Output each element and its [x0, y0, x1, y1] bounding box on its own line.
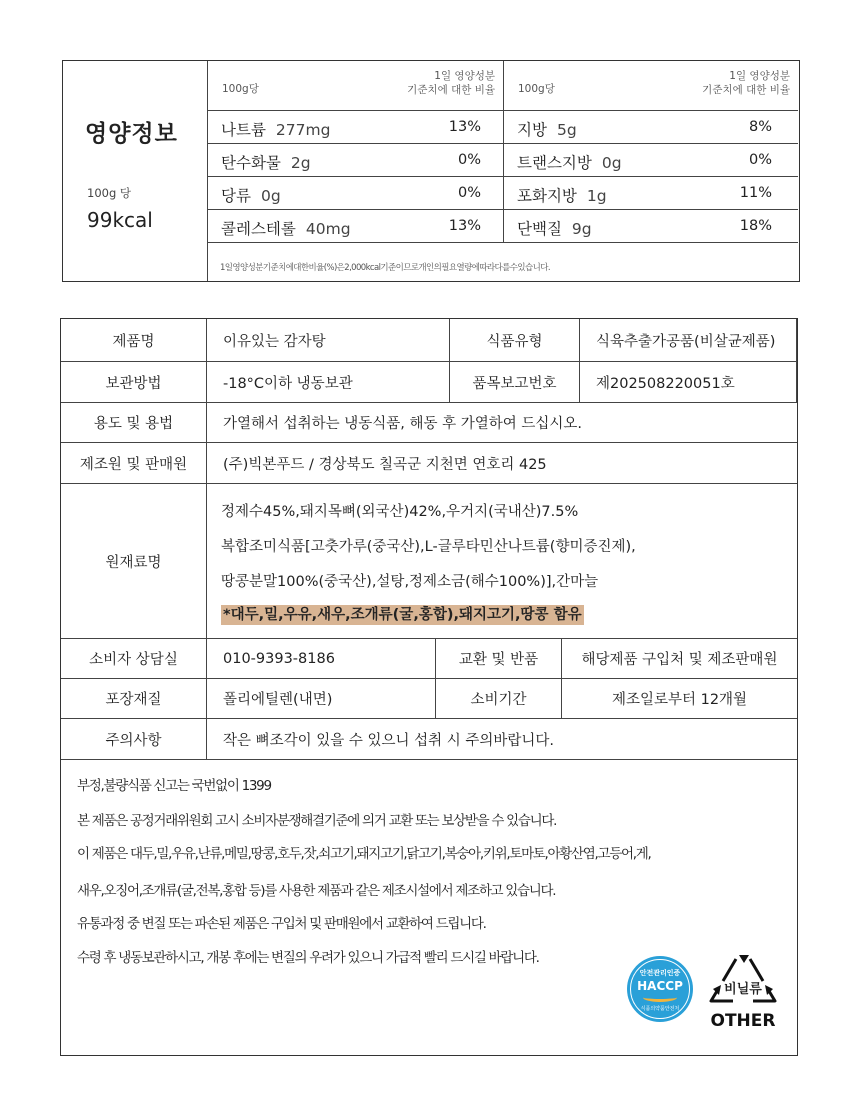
- nutrient-name: 트랜스지방: [517, 154, 592, 172]
- nutrient-name: 지방: [517, 121, 547, 139]
- usage-value: 가열해서 섭취하는 냉동식품, 해동 후 가열하여 드십시오.: [207, 403, 797, 443]
- col-ratio-line1: 1일 영양성분: [434, 70, 495, 82]
- nutrient-row: [504, 210, 798, 243]
- col-per-label: 100g당: [222, 83, 259, 95]
- notice-line: 본 제품은 공정거래위원회 고시 소비자분쟁해결기준에 의거 교환 또는 보상받을 수 있습니다.: [77, 813, 557, 829]
- col-per-label: 100g당: [518, 83, 555, 95]
- expiry-value: 제조일로부터 12개월: [562, 679, 797, 719]
- haccp-certification-badge: [627, 956, 693, 1022]
- ingredients-block: [207, 484, 797, 639]
- ingredients-line: 정제수45%,돼지목뼈(외국산)42%,우거지(국내산)7.5%: [221, 504, 579, 520]
- exchange-value: 해당제품 구입처 및 제조판매원: [562, 639, 797, 679]
- nutrient-amount: 5g: [556, 121, 577, 139]
- col-ratio-label: [702, 69, 790, 97]
- nutrient-row: [504, 177, 798, 210]
- nutrition-header-left: [208, 61, 504, 111]
- nutrient-name: 콜레스테롤: [221, 220, 296, 238]
- col-ratio-label: [407, 69, 495, 97]
- notice-line: 유통과정 중 변질 또는 파손된 제품은 구입처 및 판매원에서 교환하여 드립니다.: [77, 916, 486, 932]
- nutrient-percent: 18%: [739, 218, 772, 234]
- product-name-value: 이유있는 감자탕: [207, 319, 450, 362]
- product-name-label: 제품명: [61, 319, 207, 362]
- nutrition-facts-box: [62, 60, 800, 282]
- ingredients-line: 복합조미식품[고춧가루(중국산),L-글루타민산나트륨(향미증진제),: [221, 539, 636, 555]
- haccp-swoosh-icon: [643, 993, 677, 1002]
- notice-line: 부정,불량식품 신고는 국번없이 1399: [77, 778, 271, 794]
- manufacturer-label: 제조원 및 판매원: [61, 443, 207, 484]
- storage-label: 보관방법: [61, 362, 207, 403]
- haccp-top-text: 안전관리인증: [639, 969, 681, 977]
- nutrient-amount: 0g: [260, 187, 281, 205]
- nutrient-amount: 277mg: [275, 121, 331, 139]
- allergen-warning: *대두,밀,우유,새우,조개류(굴,홍합),돼지고기,땅콩 함유: [223, 607, 582, 623]
- recycle-material: 비닐류: [724, 982, 762, 997]
- caution-label: 주의사항: [61, 719, 207, 760]
- notice-line: 새우,오징어,조개류(굴,전복,홍합 등)를 사용한 제품과 같은 제조시설에서 제조하고 있습니다.: [77, 883, 556, 899]
- nutrient-amount: 40mg: [305, 220, 351, 238]
- nutrition-summary: [63, 61, 208, 281]
- nutrient-name: 포화지방: [517, 187, 577, 205]
- exchange-label: 교환 및 반품: [436, 639, 562, 679]
- calories: 99kcal: [87, 208, 153, 232]
- col-ratio-line2: 기준치에 대한 비율: [702, 84, 790, 96]
- product-info-table: [60, 318, 798, 1056]
- nutrient-percent: 0%: [748, 152, 772, 168]
- nutrient-percent: 0%: [457, 185, 481, 201]
- col-ratio-line2: 기준치에 대한 비율: [407, 84, 495, 96]
- nutrient-row: [208, 177, 504, 210]
- nutrient-row: [208, 210, 504, 243]
- report-number-value: 제202508220051호: [580, 362, 797, 403]
- nutrition-title: 영양정보: [85, 121, 178, 147]
- nutrient-row: [208, 144, 504, 177]
- food-type-value: 식육추출가공품(비살균제품): [580, 319, 797, 362]
- haccp-main-text: HACCP: [637, 979, 683, 993]
- storage-value: -18°C이하 냉동보관: [207, 362, 450, 403]
- nutrient-row: [504, 144, 798, 177]
- nutrient-amount: 9g: [571, 220, 592, 238]
- consumer-center-phone: 010-9393-8186: [207, 639, 436, 679]
- nutrient-row: [504, 111, 798, 144]
- nutrient-name: 단백질: [517, 220, 562, 238]
- nutrient-name: 당류: [221, 187, 251, 205]
- expiry-label: 소비기간: [436, 679, 562, 719]
- ingredients-label: 원재료명: [61, 484, 207, 639]
- nutrient-percent: 11%: [739, 185, 772, 201]
- nutrient-percent: 8%: [748, 119, 772, 135]
- nutrition-header-right: [504, 61, 798, 111]
- caution-value: 작은 뼈조각이 있을 수 있으니 섭취 시 주의바랍니다.: [207, 719, 797, 760]
- nutrient-name: 탄수화물: [221, 154, 281, 172]
- recycle-mark: [703, 951, 783, 1035]
- packaging-value: 폴리에틸렌(내면): [207, 679, 436, 719]
- recycle-code: OTHER: [710, 1011, 776, 1031]
- nutrient-amount: 1g: [586, 187, 607, 205]
- report-number-label: 품목보고번호: [450, 362, 580, 403]
- nutrient-percent: 13%: [448, 119, 481, 135]
- nutrient-amount: 0g: [601, 154, 622, 172]
- nutrient-percent: 0%: [457, 152, 481, 168]
- consumer-center-label: 소비자 상담실: [61, 639, 207, 679]
- col-ratio-line1: 1일 영양성분: [729, 70, 790, 82]
- nutrition-footnote: 1일영양성분기준치에대한비율(%)은2,000kcal기준이므로개인의필요열량에따라다를수있습니다.: [220, 263, 550, 273]
- serving-basis: 100g 당: [87, 186, 132, 200]
- manufacturer-value: (주)빅본푸드 / 경상북도 칠곡군 지천면 연호리 425: [207, 443, 797, 484]
- nutrient-amount: 2g: [290, 154, 311, 172]
- ingredients-line: 땅콩분말100%(중국산),설탕,정제소금(해수100%)],간마늘: [221, 574, 599, 590]
- notice-line: 수령 후 냉동보관하시고, 개봉 후에는 변질의 우려가 있으니 가급적 빨리 드시길 바랍니다.: [77, 950, 539, 966]
- nutrient-percent: 13%: [448, 218, 481, 234]
- notice-line: 이 제품은 대두,밀,우유,난류,메밀,땅콩,호두,잣,쇠고기,돼지고기,닭고기,복숭아,키위,토마토,아황산염,고등어,게,: [77, 846, 651, 862]
- haccp-bottom-text: 식품의약품안전처: [640, 1006, 680, 1012]
- food-type-label: 식품유형: [450, 319, 580, 362]
- nutrient-row: [208, 111, 504, 144]
- packaging-label: 포장재질: [61, 679, 207, 719]
- usage-label: 용도 및 용법: [61, 403, 207, 443]
- nutrient-name: 나트륨: [221, 121, 266, 139]
